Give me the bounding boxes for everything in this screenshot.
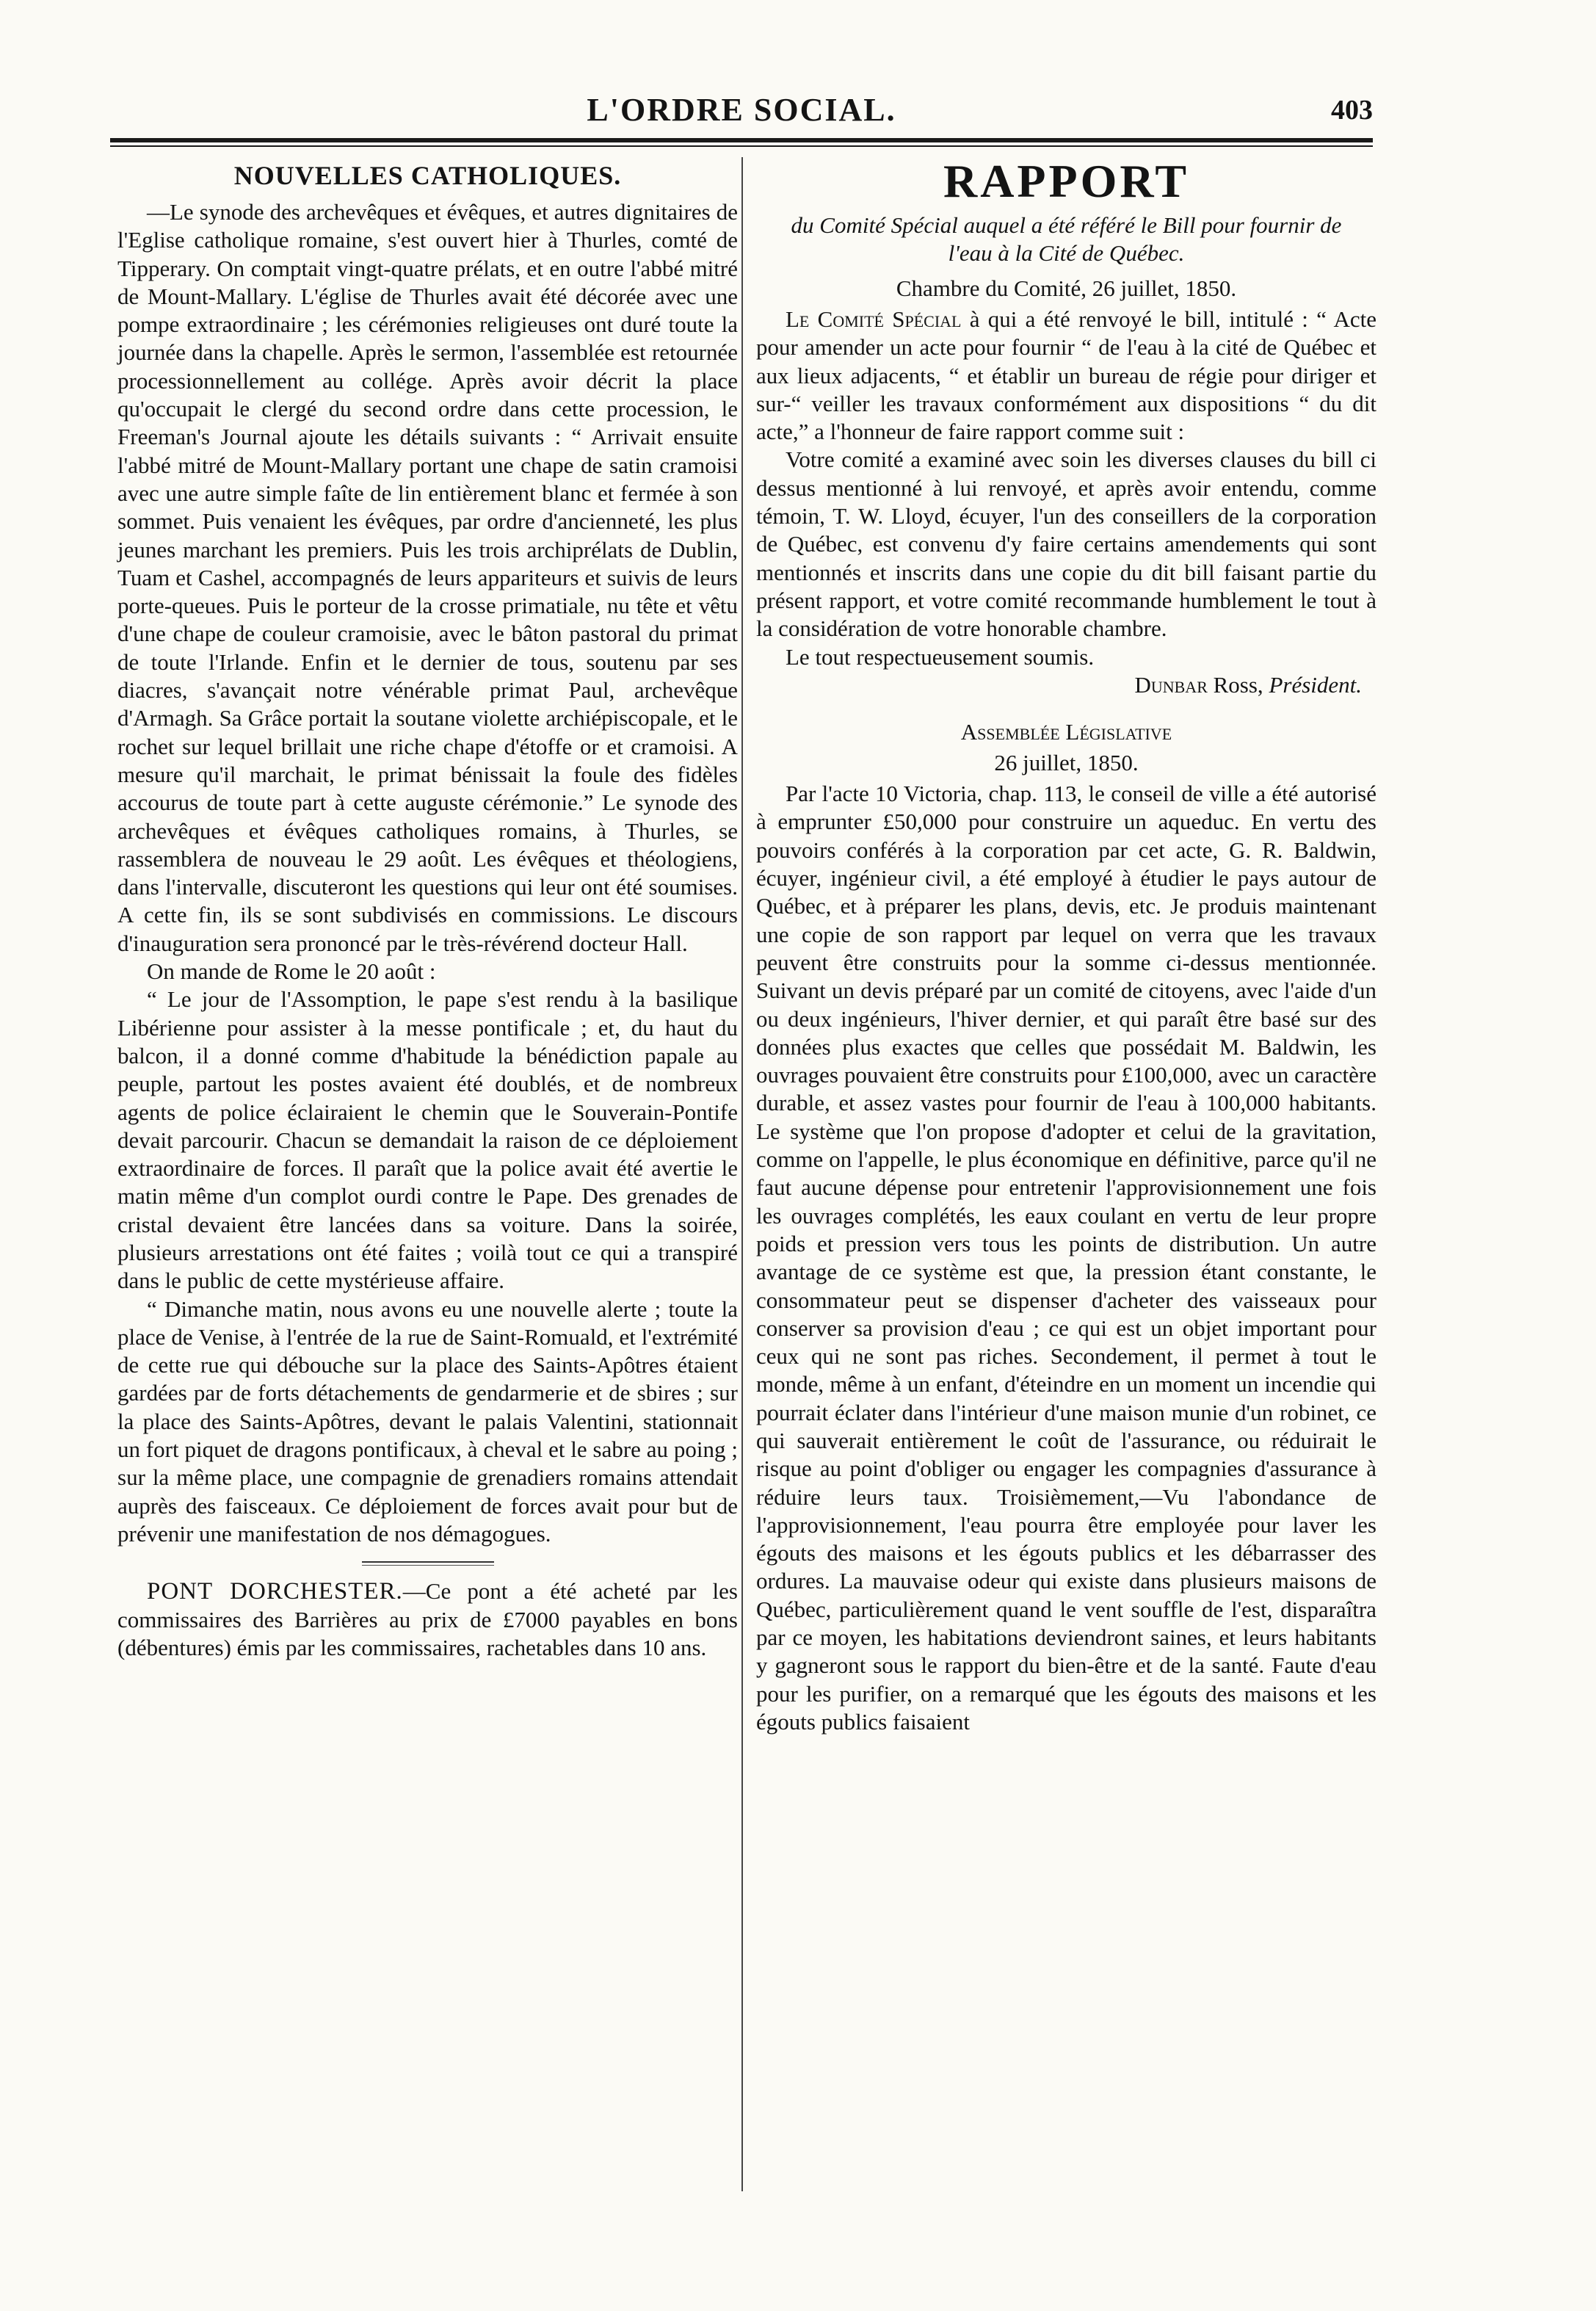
signature-title: Président. <box>1269 671 1362 698</box>
report-dateline: Chambre du Comité, 26 juillet, 1850. <box>896 275 1237 301</box>
report-intro-text: à qui a été renvoyé le bill, intitulé : “ Acte pour amender un acte pour fournir “ de l'eau à la cité de Québec et aux lieux adjacents, “ et établir un bureau de régie pour diriger et sur-“ veiller les travaux conformément aux dispositions “ du dit acte,” a l'honneur de faire rapport comme suit : <box>756 306 1376 445</box>
right-column <box>756 154 1376 1736</box>
article-paragraph: On mande de Rome le 20 août : <box>147 958 436 985</box>
report-closing: Le tout respectueusement soumis. <box>786 643 1095 670</box>
column-divider <box>741 157 743 2191</box>
signature-name: Dunbar <box>1134 671 1208 698</box>
pont-dorchester-heading: PONT DORCHESTER. <box>147 1578 403 1605</box>
signature-surname: Ross, <box>1213 671 1263 698</box>
report-paragraph: Votre comité a examiné avec soin les diverses clauses du bill ci dessus mentionné à lui renvoyé, et après avoir entendu, comme témoin, T. W. Lloyd, écuyer, l'un des conseillers de la corporation de Québec, est convenu d'y faire certains amendements qui sont mentionnés et inscrits dans une copie du dit bill faisant partie du présent rapport, et votre comité recommande humblement le tout à la considération de votre honorable chambre. <box>756 446 1376 642</box>
assembly-paragraph: Par l'acte 10 Victoria, chap. 113, le conseil de ville a été autorisé à emprunter £50,000 pour construire un aqueduc. En vertu des pouvoirs conférés à la corporation par cet acte, G. R. Baldwin, écuyer, ingénieur civil, a été employé à étudier le pays autour de Québec, et à préparer les plans, devis, etc. Je produis maintenant une copie de son rapport par lequel on verra que les travaux peuvent être construits pour la somme ci-dessus mentionnée. Suivant un devis préparé par un comité de citoyens, avec l'aide d'un ou deux ingénieurs, l'hiver dernier, et qui paraît être basé sur des données plus exactes que celles que possédait M. Baldwin, les ouvrages pouvaient être construits pour £100,000, avec un caractère durable, et assez vastes pour fournir de l'eau à 100,000 habitants. Le système que l'on propose d'adopter et celui de la gravitation, comme on l'appelle, le plus économique en définitive, parce qu'il ne faut aucune dépense pour entretenir l'approvisionnement une fois les ouvrages complétés, les eaux coulant en vertu de leur propre poids et pression vers tous les points de distribution. Un autre avantage de ce système est que, la pression étant constante, le consommateur peut se dispenser d'acheter des vaisseaux pour conserver sa provision d'eau ; ce qui est un objet important pour ceux qui ne sont pas riches. Secondement, il permet à tout le monde, même à un enfant, d'éteindre en un moment un incendie qui pourrait éclater dans l'intérieur d'une maison munie d'un robinet, ce qui sauverait entièrement le coût de l'assurance, ou réduirait le risque au point d'obliger ou engager les compagnies d'assurance à réduire leurs taux. Troisièmement,—Vu l'abondance de l'approvisionnement, l'eau pourra être employée pour laver les égouts des maisons et les égouts publics et les débarrasser des ordures. La mauvaise odeur qui existe dans plusieurs maisons de Québec, particulièrement quand le vent souffle de l'est, disparaîtra par ce moyen, les habitations deviendront saines, et leurs habitants y gagneront sous le rapport du bien-être et de la santé. Faute d'eau pour les purifier, on a remarqué que les égouts des maisons et les égouts publics faisaient <box>756 781 1376 1735</box>
section-gap <box>756 699 1376 718</box>
assembly-heading: Assemblée Législative <box>960 719 1172 745</box>
page-number: 403 <box>1331 95 1373 126</box>
article-paragraph: “ Le jour de l'Assomption, le pape s'est rendu à la basilique Libérienne pour assister à la messe pontificale ; et, du haut du balcon, il a donné comme d'habitude la bénédiction papale au peuple, partout les postes avaient été doublés, et de nombreux agents de police éclairaient le chemin que le Souverain-Pontife devait parcourir. Chacun se demandait la raison de ce déploiement extraordinaire de forces. Il paraît que la police avait été avertie le matin même d'un complot ourdi contre le Pape. Des grenades de cristal devaient être lancées dans sa voiture. Dans la soirée, plusieurs arrestations ont été faites ; voilà tout ce qui a transpiré dans le public de cette mystérieuse affaire. <box>117 986 738 1294</box>
report-signature <box>756 671 1376 699</box>
article-paragraph: “ Dimanche matin, nous avons eu une nouvelle alerte ; toute la place de Venise, à l'entrée de la rue de Saint-Romuald, et l'extrémité de cette rue qui débouche sur la place des Saints-Apôtres étaient gardées par de forts détachements de gendarmerie et de sbires ; sur la place des Saints-Apôtres, devant le palais Valentini, stationnait un fort piquet de dragons pontificaux, à cheval et le sabre au poing ; sur la même place, une compagnie de grenadiers romains attendait auprès des faisceaux. Ce déploiement de forces avait pour but de prévenir une manifestation de nos démagogues. <box>117 1295 738 1547</box>
report-intro <box>756 305 1376 446</box>
section-heading-rapport: RAPPORT <box>943 155 1190 207</box>
article-paragraph: —Le synode des archevêques et évêques, et autres dignitaires de l'Eglise catholique romaine, s'est ouvert hier à Thurles, comté de Tipperary. On comptait vingt-quatre prélats, et en outre l'abbé mitré de Mount-Mallary. L'église de Thurles avait été décorée avec une pompe extraordinaire ; les cérémonies religieuses ont duré toute la journée dans la chapelle. Après le sermon, l'assemblée est retournée processionnellement au collége. Après avoir décrit la place qu'occupait le clergé du second ordre dans cette procession, le Freeman's Journal ajoute les détails suivants : “ Arrivait ensuite l'abbé mitré de Mount-Mallary portant une chape de satin cramoisi avec une autre simple faîte de lin entièrement blanc et fermée à son sommet. Puis venaient les évêques, par ordre d'ancienneté, les plus jeunes marchant les premiers. Puis les trois archiprélats de Dublin, Tuam et Cashel, accompagnés de leurs appariteurs et suivis de leurs porte-queues. Puis le porteur de la crosse primatiale, nu tête et vêtu d'une chape de couleur cramoisie, avec le bâton pastoral du primat de toute l'Irlande. Enfin et le dernier de tous, soutenu par ses diacres, s'avançait notre vénérable primat Paul, archevêque d'Armagh. Sa Grâce portait la soutane violette archiépiscopale, et le rochet sur lequel brillait une riche chape d'étoffe or et cramoisi. A mesure qu'il marchait, le primat bénissait la foule des fidèles accourus de toute part à cette auguste cérémonie.” Le synode des archevêques et évêques catholiques romains, à Thurles, se rassemblera de nouveau le 29 août. Les évêques et théologiens, dans l'intervalle, discuteront les questions qui leur ont été soumises. A cette fin, ils se sont subdivisés en commissions. Le discours d'inauguration sera prononcé par le très-révérend docteur Hall. <box>117 199 738 956</box>
assembly-date: 26 juillet, 1850. <box>994 750 1139 776</box>
journal-title: L'ORDRE SOCIAL. <box>587 92 896 128</box>
section-separator <box>362 1561 494 1566</box>
header-rule-thin <box>110 145 1373 147</box>
report-subtitle: du Comité Spécial auquel a été référé le Bill pour fournir de l'eau à la Cité de Québec. <box>791 212 1342 266</box>
header-rule-thick <box>110 138 1373 142</box>
pont-dorchester-text: —Ce pont a été acheté par les commissaires des Barrières au prix de £7000 payables en bons (débentures) émis par les commissaires, rachetables dans 10 ans. <box>117 1578 738 1660</box>
section-heading-nouvelles: NOUVELLES CATHOLIQUES. <box>233 161 622 190</box>
committee-name: Le Comité Spécial <box>786 306 962 332</box>
running-head <box>110 88 1373 135</box>
pont-dorchester-article <box>117 1577 738 1662</box>
left-column <box>117 154 738 1662</box>
